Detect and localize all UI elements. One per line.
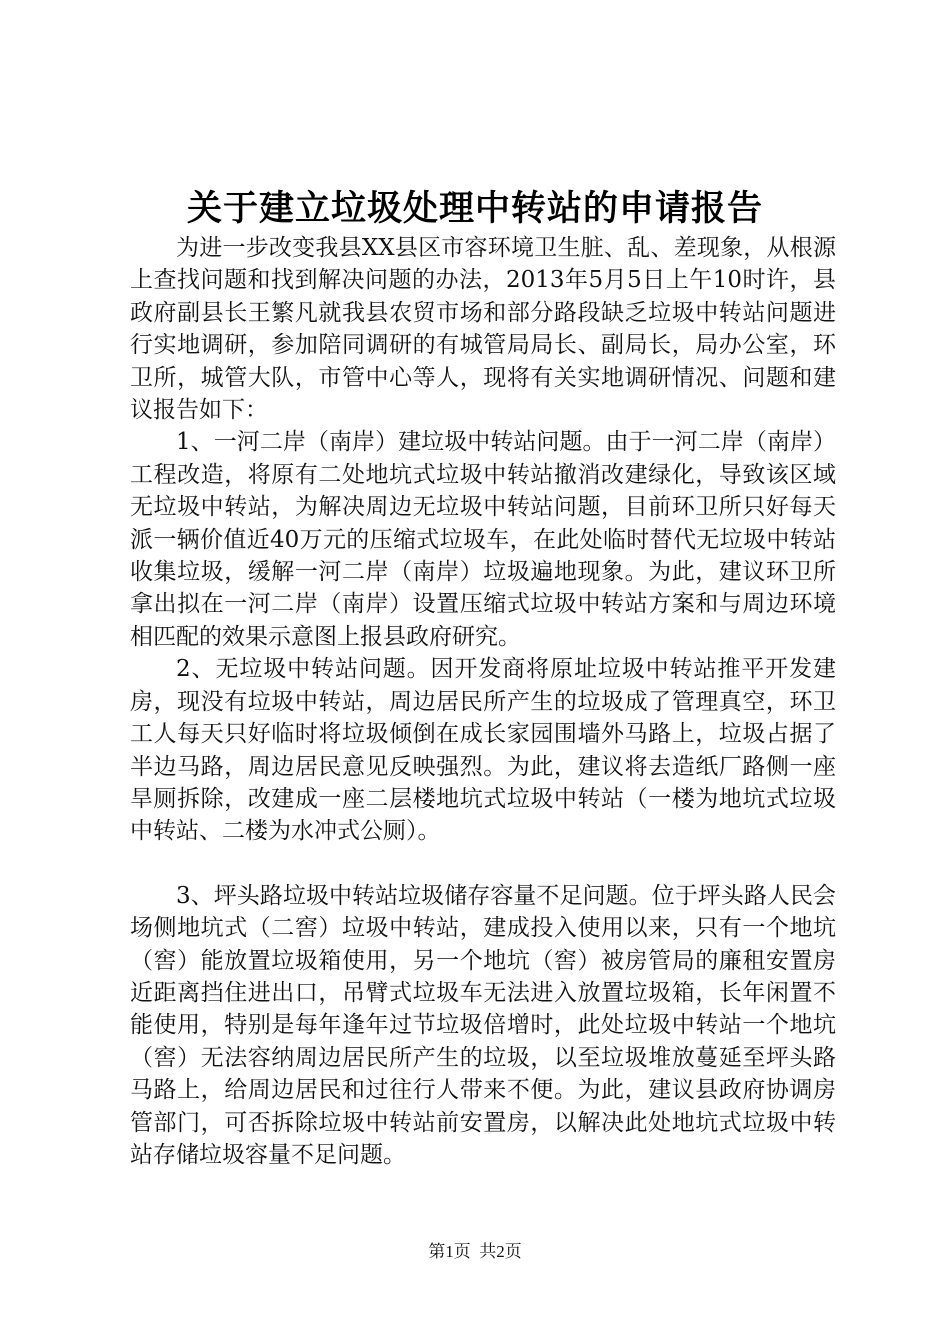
page-footer xyxy=(0,1240,950,1264)
document-body xyxy=(130,232,836,1171)
paragraph-intro: 为进一步改变我县XX县区市容环境卫生脏、乱、差现象，从根源上查找问题和找到解决问题的办法，2013年5月5日上午10时许，县政府副县长王繁凡就我县农贸市场和部分路段缺乏垃圾中转站问题进行实地调研，参加陪同调研的有城管局局长、副局长，局办公室，环卫所，城管大队，市管中心等人，现将有关实地调研情况、问题和建议报告如下： xyxy=(130,235,836,424)
paragraph-item-1: 1、一河二岸（南岸）建垃圾中转站问题。由于一河二岸（南岸）工程改造，将原有二处地坑式垃圾中转站撤消改建绿化，导致该区域无垃圾中转站，为解决周边无垃圾中转站问题，目前环卫所只好每天派一辆价值近40万元的压缩式垃圾车，在此处临时替代无垃圾中转站收集垃圾，缓解一河二岸（南岸）垃圾遍地现象。为此，建议环卫所拿出拟在一河二岸（南岸）设置压缩式垃圾中转站方案和与周边环境相匹配的效果示意图上报县政府研究。 xyxy=(130,429,836,650)
page-total: 共2页 xyxy=(479,1242,522,1261)
page-number: 第1页 xyxy=(428,1242,471,1261)
document-title: 关于建立垃圾处理中转站的申请报告 xyxy=(186,188,763,229)
paragraph-item-2: 2、无垃圾中转站问题。因开发商将原址垃圾中转站推平开发建房，现没有垃圾中转站，周边居民所产生的垃圾成了管理真空，环卫工人每天只好临时将垃圾倾倒在成长家园围墙外马路上，垃圾占据了半边马路，周边居民意见反映强烈。为此，建议将去造纸厂路侧一座旱厕拆除，改建成一座二层楼地坑式垃圾中转站（一楼为地坑式垃圾中转站、二楼为水冲式公厕）。 xyxy=(130,656,836,845)
paragraph-item-3: 3、坪头路垃圾中转站垃圾储存容量不足问题。位于坪头路人民会场侧地坑式（二窖）垃圾中转站，建成投入使用以来，只有一个地坑（窖）能放置垃圾箱使用，另一个地坑（窖）被房管局的廉租安置房近距离挡住进出口，吊臂式垃圾车无法进入放置垃圾箱，长年闲置不能使用，特别是每年逢年过节垃圾倍增时，此处垃圾中转站一个地坑（窖）无法容纳周边居民所产生的垃圾，以至垃圾堆放蔓延至坪头路马路上，给周边居民和过往行人带来不便。为此，建议县政府协调房管部门，可否拆除垃圾中转站前安置房，以解决此处地坑式垃圾中转站存储垃圾容量不足问题。 xyxy=(130,882,836,1168)
